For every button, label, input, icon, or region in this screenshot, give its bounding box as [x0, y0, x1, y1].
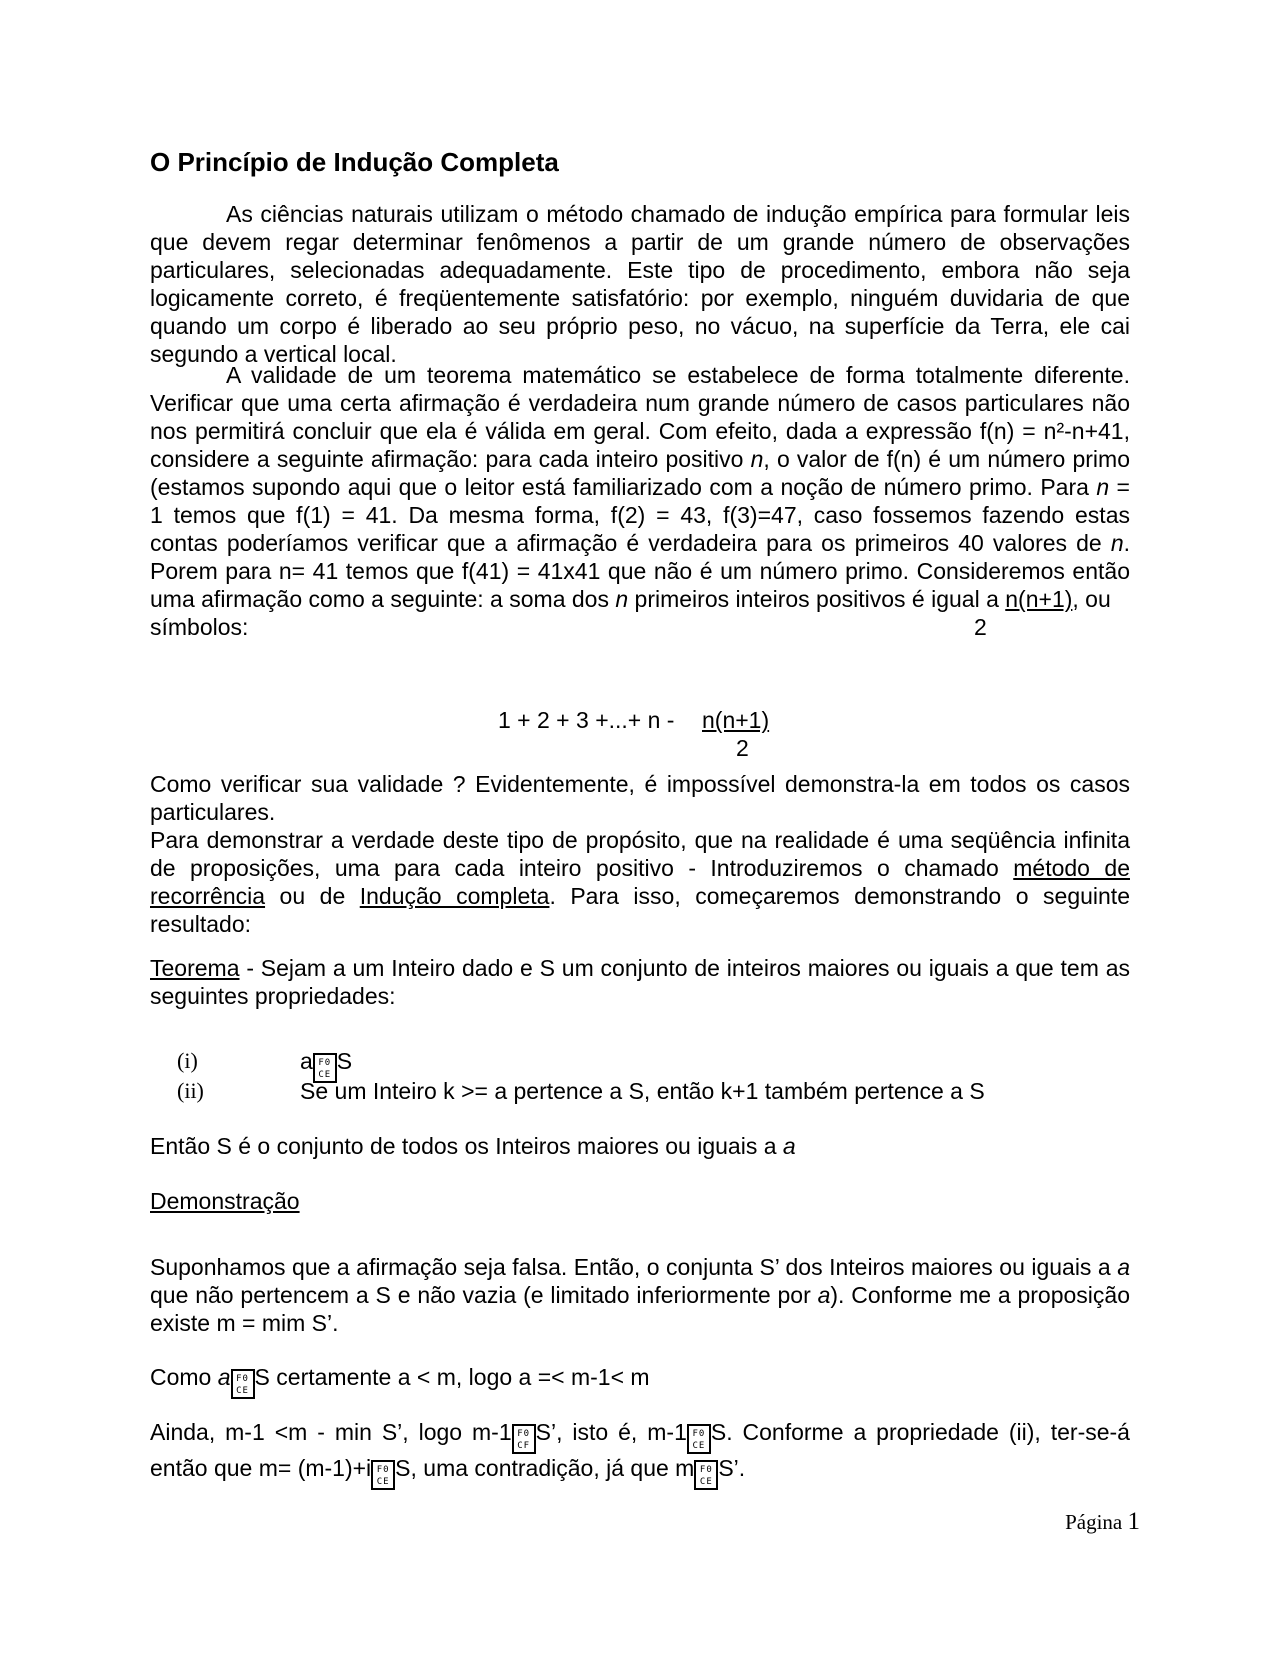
text-run: S. Conforme a propriedade (ii), ter-se-á então que m= (m-1)+i — [150, 1419, 1130, 1481]
text-run: . Para isso, começaremos demonstrando o seguinte resultado: — [150, 883, 1130, 937]
italic-a: a — [1117, 1254, 1130, 1280]
glyph-code: F0 — [517, 1429, 531, 1439]
paragraph-proof — [150, 1253, 1130, 1337]
paragraph-text — [150, 1363, 1130, 1399]
list-number: (i) — [177, 1048, 198, 1073]
text-run: ). Conforme me a proposição existe m = mim S’. — [150, 1282, 1130, 1336]
paragraph-text — [150, 1418, 1130, 1490]
missing-glyph-icon — [231, 1369, 255, 1399]
glyph-code: CE — [692, 1441, 706, 1451]
glyph-code: CE — [318, 1070, 332, 1080]
formula-denominator: 2 — [736, 735, 749, 761]
text-run: , o valor de f(n) é um número primo (estamos supondo aqui que o leitor está familiarizado com a noção de número primo. Para — [150, 446, 1130, 500]
theorem-conclusion — [150, 1132, 1130, 1160]
glyph-code: F0 — [376, 1465, 390, 1475]
text-run: Ainda, m-1 <m - min S’, logo m-1 — [150, 1419, 512, 1445]
missing-glyph-icon — [687, 1424, 711, 1454]
theorem-statement — [150, 954, 1130, 1010]
text-run: - Sejam a um Inteiro dado e S um conjunto de inteiros maiores ou iguais a que tem as seguintes propriedades: — [150, 955, 1130, 1009]
italic-n: n — [1096, 474, 1110, 500]
symbols-line — [150, 613, 1130, 641]
page-num-value: 1 — [1127, 1508, 1140, 1535]
italic-a: a — [782, 1133, 796, 1159]
page-number — [1065, 1508, 1140, 1536]
glyph-code: F0 — [318, 1058, 332, 1068]
text-run: S certamente a < m, logo a =< m-1< m — [254, 1364, 650, 1390]
text-run: S’, isto é, m-1 — [535, 1419, 687, 1445]
missing-glyph-icon — [694, 1460, 718, 1490]
text-run: S — [336, 1048, 353, 1074]
italic-a: a — [217, 1364, 231, 1390]
page-label: Página — [1065, 1510, 1128, 1534]
paragraph-induction-empirical — [150, 200, 1130, 368]
italic-a: a — [817, 1282, 831, 1308]
paragraph-text — [150, 1132, 1130, 1160]
glyph-code: F0 — [236, 1374, 249, 1384]
text-run: Como — [150, 1364, 218, 1390]
proof-heading — [150, 1187, 1130, 1215]
text-run: ou de — [265, 883, 360, 909]
glyph-code: F0 — [699, 1465, 713, 1475]
text-run: que não pertencem a S e não vazia (e limitado inferiormente por — [150, 1282, 818, 1308]
paragraph-verify — [150, 770, 1130, 938]
paragraph-theorem-validity — [150, 361, 1130, 641]
text-run: = 1 temos que f(1) = 41. Da mesma forma, f(2) = 43, f(3)=47, caso fossemos fazendo estas contas poderíamos verificar que a afirmação é verdadeira para os primeiros 40 valores de — [150, 474, 1130, 556]
paragraph-text — [150, 1253, 1130, 1337]
text-run: . Porem para n= 41 temos que f(41) = 41x41 que não é um número primo. Consideremos então uma afirmação como a seguinte: a soma dos — [150, 530, 1130, 612]
missing-glyph-icon — [371, 1460, 395, 1490]
paragraph-text — [150, 826, 1130, 938]
glyph-code: CE — [236, 1386, 249, 1396]
italic-n: n — [750, 446, 764, 472]
text-run: primeiros inteiros positivos é igual a — [628, 586, 1006, 612]
list-number: (ii) — [177, 1078, 204, 1103]
underlined-term: Indução completa — [359, 883, 550, 909]
text-run: A validade de um teorema matemático se estabelece de forma totalmente diferente. Verificar que uma certa afirmação é verdadeira num grande número de casos particulares não nos permitirá concluir que ela é válida em geral. Com efeito, dada a expressão f(n) = n²-n+41, considere a seguinte afirmação: para cada inteiro positivo — [150, 362, 1130, 472]
proof-label: Demonstração — [150, 1188, 300, 1214]
italic-n: n — [615, 586, 629, 612]
fraction-denominator: 2 — [974, 614, 987, 640]
sum-formula — [150, 706, 1130, 762]
italic-n: n — [1110, 530, 1124, 556]
list-text: Se um Inteiro k >= a pertence a S, então k+1 também pertence a S — [300, 1078, 985, 1104]
glyph-code: CE — [699, 1477, 713, 1487]
text-run: , ou — [1072, 586, 1111, 612]
glyph-code: CF — [517, 1441, 531, 1451]
text-run: a — [300, 1048, 313, 1074]
paragraph-como — [150, 1363, 1130, 1399]
glyph-code: CE — [376, 1477, 390, 1487]
paragraph-text: Como verificar sua validade ? Evidentemente, é impossível demonstra-la em todos os casos particulares. — [150, 771, 1130, 825]
paragraph-text: As ciências naturais utilizam o método chamado de indução empírica para formular leis que devem regar determinar fenômenos a partir de um grande número de observações particulares, selecionadas adequadamente. Este tipo de procedimento, embora não seja logicamente correto, é freqüentemente satisfatório: por exemplo, ninguém duvidaria de que quando um corpo é liberado ao seu próprio peso, no vácuo, na superfície da Terra, ele cai segundo a vertical local. — [150, 201, 1130, 367]
paragraph-ainda — [150, 1418, 1130, 1490]
text-run: Para demonstrar a verdade deste tipo de propósito, que na realidade é uma seqüência infinita de proposições, uma para cada inteiro positivo - Introduziremos o chamado — [150, 827, 1130, 881]
text-run: Suponhamos que a afirmação seja falsa. Então, o conjunta S’ dos Inteiros maiores ou iguais a — [150, 1254, 1118, 1280]
fraction-numerator: n(n+1) — [1005, 586, 1073, 612]
text-run: S’. — [718, 1455, 746, 1481]
formula-numerator: n(n+1) — [702, 707, 770, 733]
glyph-code: F0 — [692, 1429, 706, 1439]
text-run: Então S é o conjunto de todos os Inteiros maiores ou iguais a — [150, 1133, 783, 1159]
formula-left: 1 + 2 + 3 +...+ n - — [498, 707, 675, 733]
page-title: O Princípio de Indução Completa — [150, 147, 559, 177]
text-run: S, uma contradição, já que m — [395, 1455, 695, 1481]
theorem-label: Teorema — [150, 955, 240, 981]
underlined-term: método de recorrência — [150, 855, 1130, 909]
missing-glyph-icon — [512, 1424, 536, 1454]
text-run: símbolos: — [150, 614, 249, 640]
paragraph-text — [150, 954, 1130, 1010]
paragraph-text — [150, 361, 1130, 613]
